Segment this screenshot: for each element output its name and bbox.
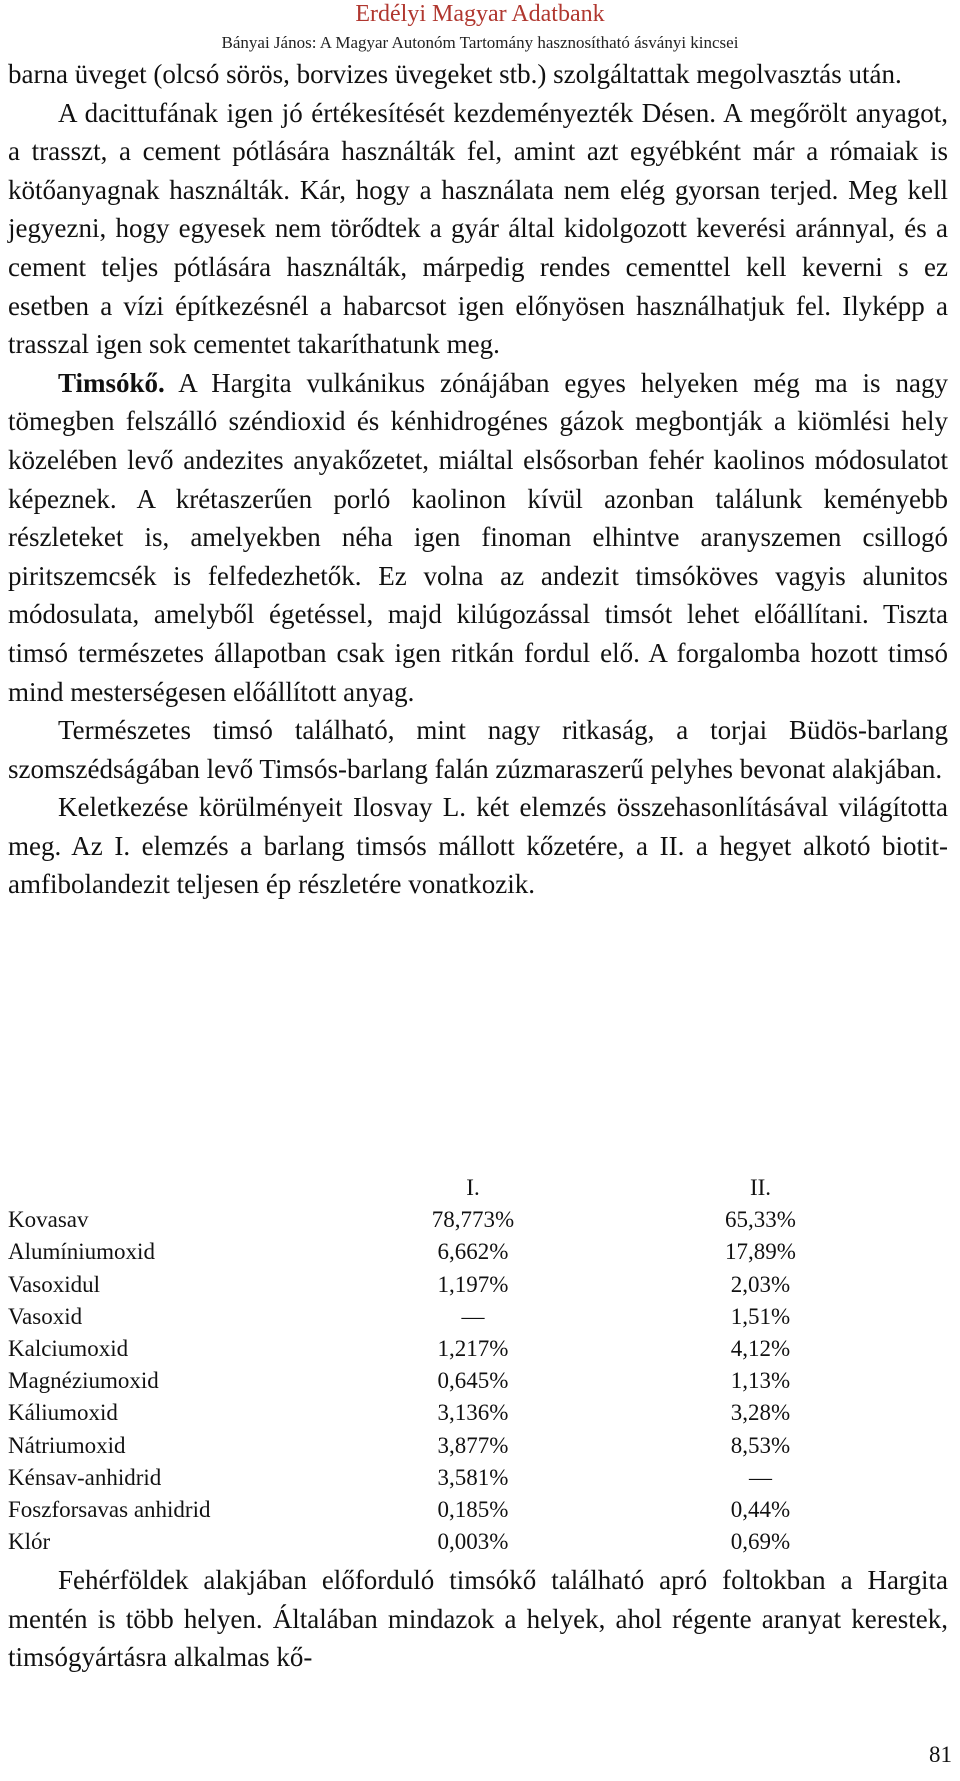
table-cell: Klór <box>8 1529 51 1555</box>
table-cell: 3,28% <box>730 1400 791 1426</box>
analysis-table <box>8 1172 948 1558</box>
table-cell: 3,877% <box>437 1432 509 1458</box>
table-row <box>8 1301 948 1333</box>
table-cell: Káliumoxid <box>8 1400 118 1426</box>
table-cell: Vasoxidul <box>8 1271 100 1297</box>
paragraph: Keletkezése körülményeit Ilosvay L. két elemzés összehasonlításával világította meg. Az I. elemzés a barlang timsós mállott kőzetére, a II. a hegyet alkotó biotit-amfibolandezit teljesen ép részletére vonatkozik. <box>8 792 948 900</box>
table-cell: Alumíniumoxid <box>8 1239 155 1265</box>
table-cell: 0,645% <box>437 1368 509 1394</box>
table-header-cell: I. <box>466 1175 480 1200</box>
table-row <box>8 1462 948 1494</box>
body-text <box>8 55 948 904</box>
table-cell: 3,136% <box>437 1400 509 1426</box>
paragraph: barna üveget (olcsó sörös, borvizes üvegeket stb.) szolgáltattak megolvasztás után. <box>8 59 902 89</box>
table-row <box>8 1526 948 1558</box>
table-cell: 1,197% <box>437 1271 509 1297</box>
table-cell: 78,773% <box>431 1207 515 1233</box>
table-cell: 8,53% <box>730 1432 791 1458</box>
table-header-cell <box>8 1172 348 1204</box>
page-number: 81 <box>929 1742 952 1767</box>
table-cell: — <box>461 1303 485 1329</box>
table-row <box>8 1494 948 1526</box>
table-cell: 65,33% <box>725 1207 796 1233</box>
table-cell: — <box>749 1464 772 1490</box>
table-cell: Nátriumoxid <box>8 1432 126 1458</box>
table-row <box>8 1269 948 1301</box>
table-row <box>8 1236 948 1268</box>
table-cell: Kénsav-anhidrid <box>8 1464 162 1490</box>
table-row <box>8 1333 948 1365</box>
table-cell: Foszforsavas anhidrid <box>8 1496 211 1522</box>
site-title[interactable]: Erdélyi Magyar Adatbank <box>355 1 605 27</box>
page-header <box>0 0 960 54</box>
table-row <box>8 1397 948 1429</box>
table-cell: 1,13% <box>730 1368 791 1394</box>
table-header-cell: II. <box>749 1175 772 1200</box>
table-cell: Magnéziumoxid <box>8 1368 159 1394</box>
section-heading: Timsókő. <box>58 367 165 398</box>
table-cell: 1,217% <box>437 1335 509 1361</box>
table-cell: 3,581% <box>437 1464 509 1490</box>
book-title: Bányai János: A Magyar Autonóm Tartomány hasznosítható ásványi kincsei <box>221 33 739 52</box>
table-cell: 0,185% <box>437 1496 509 1522</box>
table-cell: Kalciumoxid <box>8 1335 129 1361</box>
paragraph <box>8 364 948 711</box>
table-cell: 1,51% <box>730 1303 791 1329</box>
table-cell: 6,662% <box>437 1239 509 1265</box>
table-cell: 2,03% <box>730 1271 791 1297</box>
table-cell: 17,89% <box>725 1239 796 1265</box>
table-cell: 0,69% <box>730 1529 791 1555</box>
table-row <box>8 1365 948 1397</box>
table-row <box>8 1204 948 1236</box>
paragraph-text: A Hargita vulkánikus zónájában egyes helyeken még ma is nagy tömegben felszálló széndioxid és kénhidrogénes gázok megbontják a kiömlési hely közelében levő andezites anyakőzetet, miáltal elsősorban fehér kaolinos módosulatot képeznek. A krétaszerűen porló kaolinon kívül azonban találunk keményebb részleteket is, amelyekben néha igen finoman elhintve aranyszemen csillogó piritszemcsék is felfedezhetők. Ez volna az andezit timsóköves vagyis alunitos módosulata, amelyből égetéssel, majd kilúgozással timsót lehet előállítani. Tiszta timsó természetes állapotban csak igen ritkán fordul elő. A forgalomba hozott timsó mind mesterségesen előállított anyag. <box>8 367 948 707</box>
table-cell: Kovasav <box>8 1207 89 1233</box>
paragraph: Fehérföldek alakjában előforduló timsókő található apró foltokban a Hargita mentén is több helyen. Általában mindazok a helyek, ahol régente aranyat kerestek, timsógyártásra alkalmas kő- <box>8 1565 948 1673</box>
closing-text <box>8 1561 948 1677</box>
table-cell: Vasoxid <box>8 1303 83 1329</box>
table-cell: 4,12% <box>730 1335 791 1361</box>
paragraph: Természetes timsó található, mint nagy ritkaság, a torjai Büdös-barlang szomszédságában levő Timsós-barlang falán zúzmaraszerű pelyhes bevonat alakjában. <box>8 715 948 784</box>
table-cell: 0,003% <box>437 1529 509 1555</box>
table-header-row <box>8 1172 948 1204</box>
table-cell: 0,44% <box>730 1496 791 1522</box>
paragraph: A dacittufának igen jó értékesítését kezdeményezték Désen. A megőrölt anyagot, a trasszt, a cement pótlására használták fel, amint azt egyébként már a rómaiak is kötőanyagnak használták. Kár, hogy a használata nem elég gyorsan terjed. Meg kell jegyezni, hogy egyesek nem törődtek a gyár által kidolgozott keverési aránnyal, és a cement teljes pótlására használták, márpedig rendes cementtel kell keverni s ez esetben a vízi építkezésnél a habarcsot igen előnyösen használhatjuk fel. Ilyképp a trasszal igen sok cementet takaríthatunk meg. <box>8 97 948 360</box>
table-row <box>8 1430 948 1462</box>
